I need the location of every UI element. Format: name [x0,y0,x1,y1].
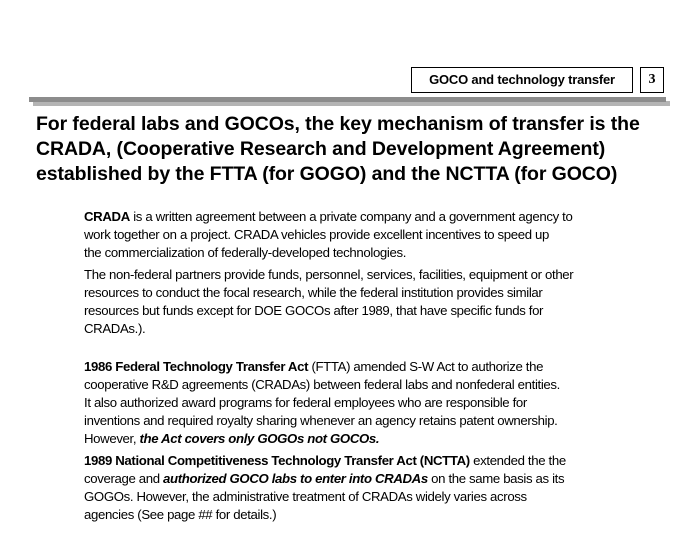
body-block-top [84,208,644,342]
slide-title [36,112,686,187]
text-run: is a written agreement between a private company and a government agency to [129,209,573,224]
crada-paragraph [84,208,644,262]
header-rule [29,97,666,102]
section-label: GOCO and technology transfer [411,67,633,93]
text-line: GOGOs. However, the administrative treatment of CRADAs widely varies across [84,489,527,504]
ncta-paragraph [84,452,644,524]
title-line: established by the FTTA (for GOGO) and the NCTTA (for GOCO) [36,163,618,185]
crada-term: CRADA [84,209,130,224]
text-line: cooperative R&D agreements (CRADAs) between federal labs and nonfederal entities. [84,377,560,392]
text-run: on the same basis as its [427,471,565,486]
body-block-bottom [84,358,644,528]
text-line: resources to conduct the focal research, while the federal institution provides similar [84,285,543,300]
nonfederal-paragraph [84,266,644,338]
text-line: the commercialization of federally-developed technologies. [84,245,407,260]
title-line: CRADA, (Cooperative Research and Development Agreement) [36,138,606,160]
text-line [84,358,644,376]
ftta-term: 1986 Federal Technology Transfer Act [84,359,309,374]
ncta-emphasis: authorized GOCO labs to enter into CRADAs [163,471,428,486]
text-line: work together on a project. CRADA vehicles provide excellent incentives to speed up [84,227,550,242]
ftta-emphasis: the Act covers only GOGOs not GOCOs. [139,431,380,446]
text-line: inventions and required royalty sharing whenever an agency retains patent ownership. [84,413,558,428]
title-line: For federal labs and GOCOs, the key mechanism of transfer is the [36,113,640,135]
text-line [84,208,644,226]
text-line [84,452,644,470]
ftta-paragraph [84,358,644,448]
text-run: extended the the [469,453,566,468]
text-line: It also authorized award programs for federal employees who are responsible for [84,395,527,410]
text-run: However, [84,431,140,446]
page-number: 3 [640,67,664,93]
text-line [84,470,644,488]
text-line: CRADAs.). [84,321,146,336]
text-line: resources but funds except for DOE GOCOs after 1989, that have specific funds for [84,303,544,318]
text-run: coverage and [84,471,164,486]
text-run: (FTTA) amended S-W Act to authorize the [308,359,544,374]
text-line: The non-federal partners provide funds, personnel, services, facilities, equipment or other [84,267,574,282]
ncta-term: 1989 National Competitiveness Technology Transfer Act (NCTTA) [84,453,470,468]
text-line [84,430,644,448]
text-line: agencies (See page ## for details.) [84,507,277,522]
